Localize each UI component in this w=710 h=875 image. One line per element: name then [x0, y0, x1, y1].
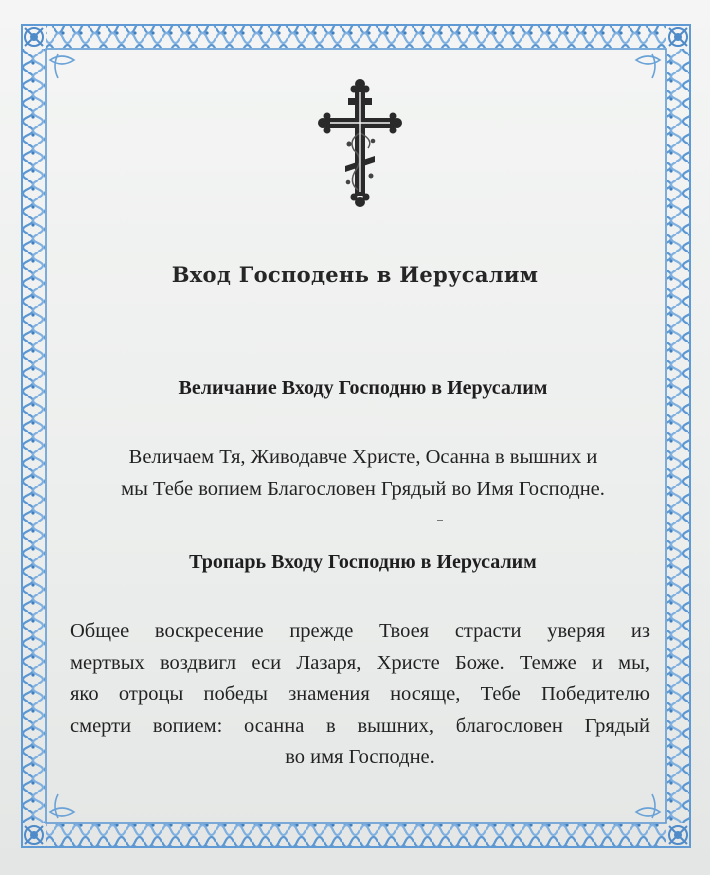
velichanie-text	[80, 442, 646, 505]
section-heading-velichanie: Величание Входу Господню в Иерусалим	[178, 377, 548, 399]
tropar-text	[70, 616, 650, 774]
text-line: мертвых воздвигл еси Лазаря, Христе Боже. Темже и мы,	[70, 651, 650, 674]
stray-mark	[437, 520, 443, 521]
section-heading-tropar: Тропарь Входу Господню в Иерусалим	[189, 551, 537, 573]
text-line: яко отроцы победы знамения носяще, Тебе Победителю	[70, 683, 650, 705]
page-title: Вход Господень в Иерусалим	[171, 262, 539, 287]
text-line: Общее воскресение прежде Твоея страсти уверяя из	[70, 620, 650, 642]
orthodox-cross-icon	[318, 78, 402, 210]
text-line: мы Тебе вопием Благословен Грядый во Имя Господне.	[121, 477, 605, 500]
text-line: смерти вопием: осанна в вышних, благословен Грядый	[70, 714, 650, 737]
text-line: во имя Господне.	[285, 746, 435, 768]
text-line: Величаем Тя, Живодавче Христе, Осанна в вышних и	[128, 446, 598, 468]
